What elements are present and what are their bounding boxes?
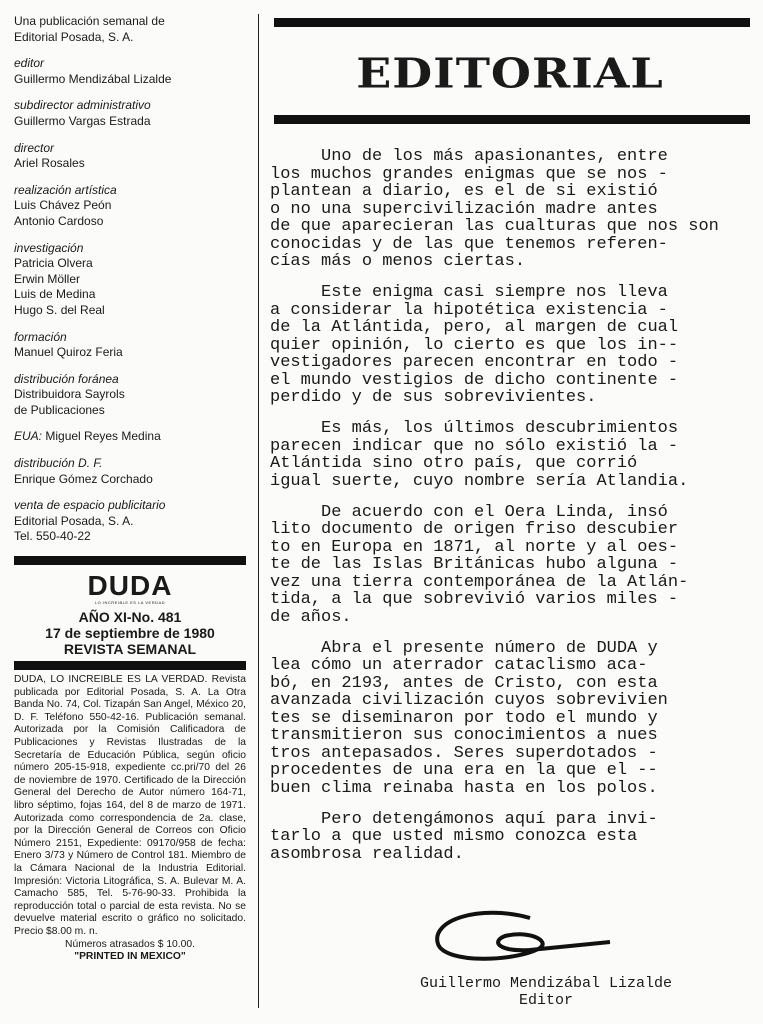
editorial-title: EDITORIAL bbox=[356, 48, 664, 98]
credit-name: Guillermo Vargas Estrada bbox=[14, 113, 151, 128]
back-issue-price: Números atrasados $ 10.00. bbox=[65, 938, 195, 950]
credit-group bbox=[14, 183, 246, 230]
credit-group bbox=[14, 456, 246, 487]
credit-role: investigación bbox=[14, 240, 84, 255]
credit-name: Miguel Reyes Medina bbox=[45, 429, 161, 444]
credit-name: Editorial Posada, S. A. bbox=[14, 29, 134, 44]
editorial-paragraph: Abra el presente número de DUDA y lea cómo un aterrador cataclismo aca- bó, en 2193, antes de Cristo, con esta avanzada civilización cuyos sobrevivien tes se diseminaron por todo el mundo y transmitieron sus conocimientos a nues tros antepasados. Seres superdotados - procedentes de una era en la que el -- buen clima reinaba hasta en los polos. bbox=[270, 638, 668, 798]
masthead bbox=[14, 572, 246, 657]
credit-role: EUA: bbox=[14, 429, 43, 444]
credit-name: Editorial Posada, S. A. bbox=[14, 513, 134, 528]
credit-name: Erwin Möller bbox=[14, 271, 81, 286]
credit-role: formación bbox=[14, 329, 67, 344]
credit-role: editor bbox=[14, 56, 45, 71]
credit-group bbox=[14, 98, 246, 129]
credit-role: venta de espacio publicitario bbox=[14, 498, 166, 513]
issue-date: 17 de septiembre de 1980 bbox=[45, 625, 215, 642]
credit-name: Luis Chávez Peón bbox=[14, 198, 112, 213]
issue-number: AÑO XI-No. 481 bbox=[78, 609, 182, 626]
credit-role: realización artística bbox=[14, 182, 117, 197]
credit-name: Hugo S. del Real bbox=[14, 302, 105, 317]
divider-bar bbox=[14, 661, 246, 670]
printed-in-mexico: "PRINTED IN MEXICO" bbox=[74, 951, 186, 963]
credit-name: Tel. 550-40-22 bbox=[14, 529, 91, 544]
top-rule bbox=[274, 18, 750, 27]
credit-name: Enrique Gómez Corchado bbox=[14, 471, 153, 486]
credit-name: Una publicación semanal de bbox=[14, 14, 165, 28]
credit-group bbox=[14, 372, 246, 419]
credit-name: Luis de Medina bbox=[14, 287, 96, 302]
credit-role: distribución D. F. bbox=[14, 456, 103, 471]
credits-list bbox=[14, 14, 246, 545]
divider-bar bbox=[14, 556, 246, 565]
credit-group bbox=[14, 241, 246, 319]
credit-group bbox=[14, 14, 246, 45]
logo-tagline: LO INCREIBLE ES LA VERDAD bbox=[94, 600, 166, 606]
credit-name: Patricia Olvera bbox=[14, 256, 93, 271]
credit-role: subdirector administrativo bbox=[14, 98, 151, 113]
credit-group bbox=[14, 56, 246, 87]
credit-group bbox=[14, 330, 246, 361]
legal-notice bbox=[14, 674, 246, 964]
credit-name: Distribuidora Sayrols bbox=[14, 387, 125, 402]
signature-name: Guillermo Mendizábal Lizalde bbox=[419, 975, 673, 992]
credit-group bbox=[14, 429, 246, 445]
credit-name: Manuel Quiroz Feria bbox=[14, 345, 123, 360]
editorial-paragraph: Uno de los más apasionantes, entre los muchos grandes enigmas que se nos - plantean a diario, es el de si existió o no una supercivilización madre antes de que aparecieran las cualturas que nos son conocidas y de las que tenemos referen- cías más o menos ciertas. bbox=[270, 147, 719, 271]
legal-text: DUDA, LO INCREIBLE ES LA VERDAD. Revista publicada por Editorial Posada, S. A. La Otra Banda No. 74, Col. Tizapán San Angel, México 20, D. F. Teléfono 550-42-16. Publicación semanal. Autorizada por la Comisión Calificadora de Publicaciones y Revistas Ilustradas de la Secretaría de Educación Pública, según oficio número 205-15-918, expediente cc.pri/70 del 26 de noviembre de 1970. Certificado de la Dirección General del Derecho de Autor número 164-71, libro séptimo, fojas 164, del 8 de marzo de 1971. Autorizada como correspondencia de 2a. clase, por la Dirección General de Correos con Oficio Número 2151, Expediente: 09170/958 de fecha: Enero 3/73 y Número de Control 181. Miembro de la Cámara Nacional de la Industria Editorial. Impresión: Victoria Litográfica, S. A. Bulevar M. A. Camacho 585, Tel. 5-76-90-33. Prohibida la reproducción total o parcial de esta revista. No se devuelve material escrito o gráfico no solicitado. Precio $8.00 m. n. bbox=[14, 674, 246, 937]
signature-title: Editor bbox=[518, 992, 573, 1009]
editorial-column bbox=[270, 18, 750, 877]
credit-name: Guillermo Mendizábal Lizalde bbox=[14, 71, 172, 86]
editorial-paragraph: Este enigma casi siempre nos lleva a considerar la hipotética existencia - de la Atlántida, pero, al margen de cual quier opinión, lo cierto es que los in-- vestigadores parecen encontrar en todo - el mundo vestigios de dicho continente - perdido y de sus sobrevivientes. bbox=[270, 283, 679, 407]
credit-role: distribución foránea bbox=[14, 371, 119, 386]
credit-name: de Publicaciones bbox=[14, 402, 105, 417]
credit-group bbox=[14, 498, 246, 545]
credit-role: director bbox=[14, 140, 55, 155]
signature-block bbox=[396, 975, 696, 1009]
credit-group bbox=[14, 141, 246, 172]
signature bbox=[420, 900, 620, 970]
bottom-rule bbox=[274, 115, 750, 124]
issue-type: REVISTA SEMANAL bbox=[63, 641, 197, 658]
editorial-body bbox=[270, 148, 750, 863]
editorial-paragraph: Es más, los últimos descubrimientos parecen indicar que no sólo existió la - Atlántida sino otro país, que corrió igual suerte, cuyo nombre sería Atlandia. bbox=[270, 419, 689, 491]
duda-logo: DUDA bbox=[87, 570, 173, 602]
credits-column bbox=[14, 14, 246, 964]
column-divider bbox=[258, 14, 259, 1008]
credit-name: Ariel Rosales bbox=[14, 156, 85, 171]
editorial-paragraph: Pero detengámonos aquí para invi- tarlo a que usted mismo conozca esta asombrosa realidad. bbox=[270, 809, 658, 864]
editorial-paragraph: De acuerdo con el Oera Linda, insó lito documento de origen friso descubier to en Europa en 1871, al norte y al oes- te de las Islas Británicas hubo alguna - vez una tierra contemporánea de la Atlán- tida, a la que sobrevivió varios miles - de años. bbox=[270, 502, 689, 627]
credit-name: Antonio Cardoso bbox=[14, 213, 104, 228]
